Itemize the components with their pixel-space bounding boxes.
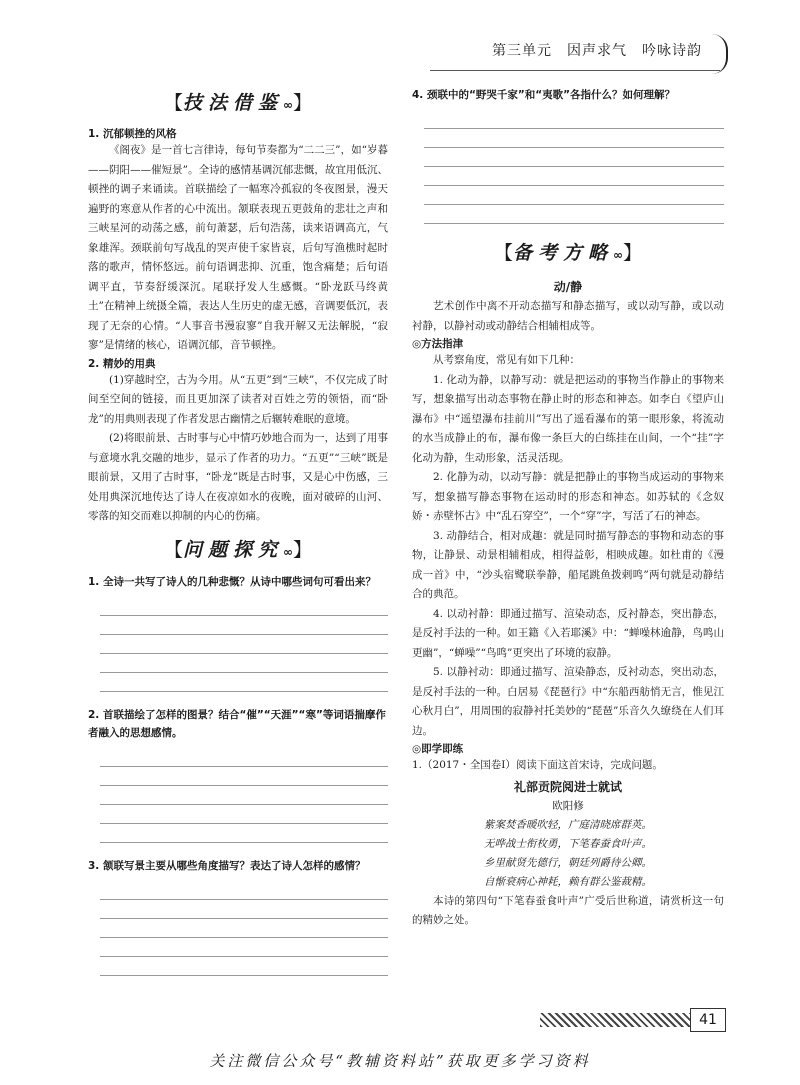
method-heading: ◎方法指津 — [412, 338, 464, 350]
poem-line: 无哗战士衔枚勇，下笔春蚕食叶声。 — [484, 837, 652, 850]
section-banner-inquiry: 【问题探究∞】 — [163, 538, 313, 561]
question-3: 3. 颔联写景主要从哪些角度描写？表达了诗人怎样的感情？ — [88, 859, 366, 872]
bottom-watermark-text: 关注微信公众号“教辅资料站”获取更多学习资料 — [209, 1052, 591, 1070]
answer-lines-q3[interactable] — [88, 881, 388, 976]
page-header — [0, 38, 800, 78]
method-intro: 从考察角度，常见有如下几种： — [433, 354, 580, 366]
answer-lines-q2[interactable] — [88, 748, 388, 843]
topic-title: 动/静 — [553, 280, 583, 294]
ornament-icon: ∞ — [283, 98, 293, 112]
style-heading: 1. 沉郁顿挫的风格 — [88, 128, 177, 140]
method-4: 4. 以动衬静：即通过描写、渲染动态，反衬静态，突出静态，是反衬手法的一种。如王籍《入若耶溪》中：“蝉噪林逾静，鸟鸣山更幽”，“蝉噪”“鸟鸣”更突出了环境的寂静。 — [412, 607, 724, 659]
practice-question: 1.（2017・全国卷Ⅰ）阅读下面这首宋诗，完成问题。 — [412, 759, 663, 771]
answer-lines-q1[interactable] — [88, 597, 388, 692]
allusion-paragraph-2: (2)将眼前景、古时事与心中情巧妙地合而为一，达到了用事与意境水乳交融的地步，显示了作者的功力。“五更”“三峡”既是眼前景，又用了古时事，“卧龙”既是古时事，又是心中伤感，三处用典深沉地传达了诗人在夜凉如水的夜晚，面对破碎的山河、零落的知交而难以抑制的内心的伤痛。 — [88, 432, 388, 522]
poem-line: 乡里献贤先德行，朝廷列爵待公卿。 — [484, 856, 652, 869]
unit-title: 第三单元 因声求气 吟咏诗韵 — [492, 43, 702, 59]
practice-task: 本诗的第四句“下笔春蚕食叶声”广受后世称道，请赏析这一句的精妙之处。 — [412, 894, 724, 926]
ornament-icon: ∞ — [613, 248, 623, 262]
right-column — [412, 86, 724, 931]
section-banner-exam-strategy: 【备考方略∞】 — [493, 242, 643, 264]
allusion-heading: 2. 精妙的用典 — [88, 357, 156, 370]
method-2: 2. 化静为动，以动写静：就是把静止的事物当成运动的事物来写，想象描写静态事物在运动时的形态和神态。如苏轼的《念奴娇・赤壁怀古》中“乱石穿空”，一个“穿”字，写活了石的神态。 — [412, 471, 724, 522]
answer-lines-q4[interactable] — [412, 110, 724, 224]
allusion-paragraph-1: (1)穿越时空，古为今用。从“五更”到“三峡”，不仅完成了时间至空间的链接，而且更加深了读者对百姓之劳的领悟，而“卧龙”的用典则表现了作者发思古幽情之后辗转难眠的意境。 — [88, 373, 388, 425]
poem-title: 礼部贡院阅进士就试 — [513, 779, 622, 794]
method-3: 3. 动静结合，相对成趣：就是同时描写静态的事物和动态的事物，让静景、动景相辅相成，相得益彰，相映成趣。如杜甫的《漫成一首》中，“沙头宿鹭联拳静，船尾跳鱼拨剌鸣”两句就是动静结合的典范。 — [412, 529, 724, 600]
style-paragraph: 《阁夜》是一首七言律诗，每句节奏都为“二二三”，如“岁暮——阴阳——催短景”。全诗的感情基调沉郁悲慨，故宜用低沉、顿挫的调子来诵读。首联描绘了一幅寒冷孤寂的冬夜图景，漫天遍野的寒意从作者的心中流出。颔联表现五更鼓角的悲壮之声和三峡星河的动荡之感，前句萧瑟，后句浩荡，读来语调高亢，气象雄浑。颈联前句写战乱的哭声使千家皆哀，后句写渔樵时起时落的歌声，情怀悠远。前句语调悲抑、沉重，饱含痛楚；后句语调平直，节奏舒缓深沉。尾联抒发人生感慨。“卧龙跃马终黄土”在精神上统摄全篇，表达人生历史的虚无感，音调要低沉，表现了无奈的心情。“人事音书漫寂寥”自我开解又无法解脱，“寂寥”是情绪的核心，语调沉郁，音节顿挫。 — [88, 144, 388, 351]
topic-intro: 艺术创作中离不开动态描写和静态描写，或以动写静，或以动衬静，以静衬动或动静结合相辅相成等。 — [412, 300, 724, 332]
method-5: 5. 以静衬动：即通过描写、渲染静态，反衬动态，突出动态，是反衬手法的一种。白居易《琵琶行》中“东船西舫悄无言，惟见江心秋月白”，用周围的寂静衬托美妙的“琵琶”乐音久久缭绕在人们耳边。 — [412, 666, 724, 737]
poem-line: 自惭衰病心神耗，赖有群公鉴裁精。 — [484, 875, 652, 888]
poem-line: 紫案焚香暖吹轻，广庭清晓席群英。 — [484, 818, 652, 831]
section-banner-techniques: 【技法借鉴∞】 — [163, 92, 313, 114]
question-4: 4. 颈联中的“野哭千家”和“夷歌”各指什么？如何理解？ — [412, 89, 676, 101]
practice-heading: ◎即学即练 — [412, 743, 464, 755]
left-column — [88, 86, 388, 976]
header-bracket-icon — [712, 34, 728, 74]
poem-author: 欧阳修 — [552, 799, 584, 812]
method-1: 1. 化动为静，以静写动：就是把运动的事物当作静止的事物来写，想象描写出动态事物在静止时的形态和神态。如李白《望庐山瀑布》中“遥望瀑布挂前川”写出了遥看瀑布的第一眼形象，将流动的水当成静止的布，瀑布像一条巨大的白练挂在山间，一个“挂”字化动为静，生动形象，活灵活现。 — [412, 373, 724, 464]
question-2: 2. 首联描绘了怎样的图景？结合“催”“天涯”“寒”等词语揣摩作者融入的思想感情。 — [88, 708, 386, 739]
header-rule — [430, 70, 720, 71]
ornament-icon: ∞ — [283, 544, 293, 559]
page-number: 41 — [690, 1008, 726, 1032]
question-1: 1. 全诗一共写了诗人的几种悲慨？从诗中哪些词句可看出来？ — [88, 575, 376, 588]
